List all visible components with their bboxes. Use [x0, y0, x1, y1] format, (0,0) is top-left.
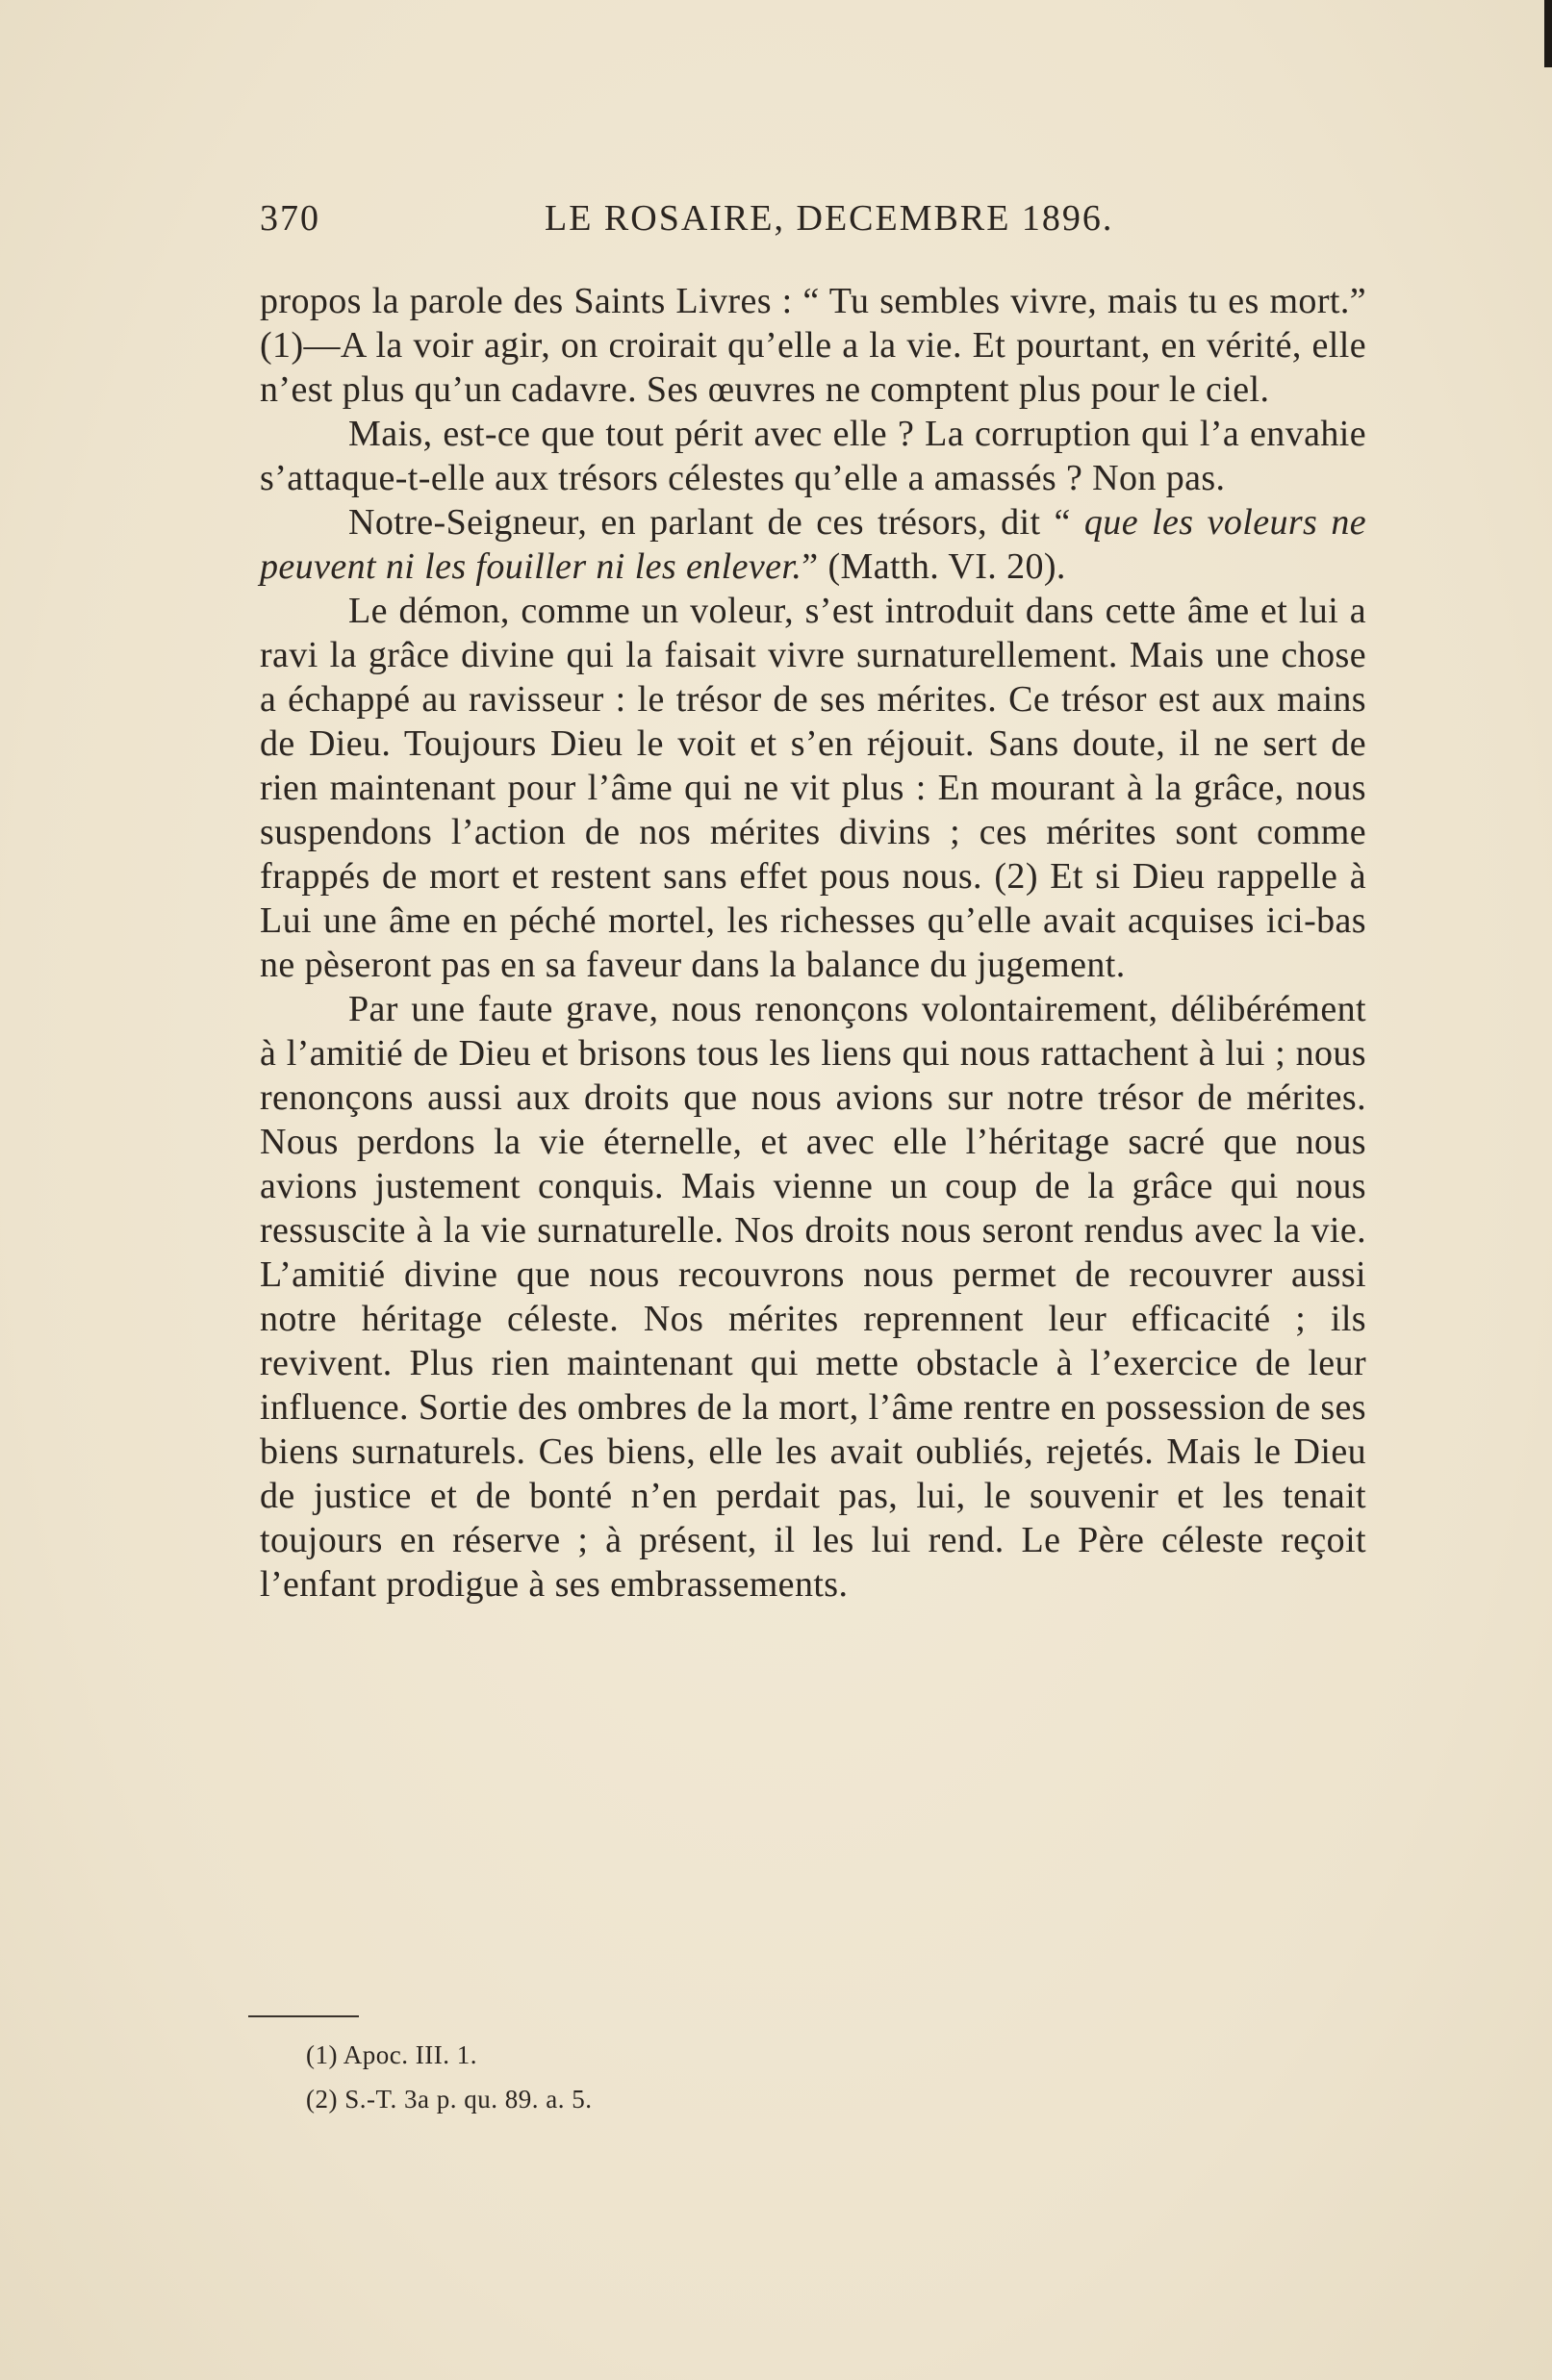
paragraph-1-text: propos la parole des Saints Livres : “ Tu sembles vivre, mais tu es mort.” (1)—A la voir agir, on croirait qu’elle a la vie. Et pourtant, en vérité, elle n’est plus qu’un cadavre. Ses œuvres ne comptent plus pour le ciel.	[260, 281, 1366, 410]
page-number: 370	[260, 198, 320, 239]
footnote-2: (2) S.-T. 3a p. qu. 89. a. 5.	[306, 2085, 593, 2114]
body-text	[260, 279, 1366, 1607]
scan-edge-mark	[1544, 0, 1552, 67]
paragraph-4	[260, 589, 1366, 987]
paragraph-2	[260, 412, 1366, 500]
footnote-1: (1) Apoc. III. 1.	[306, 2040, 477, 2069]
footnotes	[306, 2033, 592, 2121]
paragraph-1	[260, 279, 1366, 412]
paragraph-3	[260, 500, 1366, 589]
footnote-divider	[248, 2015, 359, 2017]
page-header	[260, 197, 1376, 255]
paragraph-3-text-start: Notre-Seigneur, en parlant de ces trésors, dit “	[348, 502, 1084, 543]
paragraph-5	[260, 987, 1366, 1607]
paragraph-4-text: Le démon, comme un voleur, s’est introduit dans cette âme et lui a ravi la grâce divine qui la faisait vivre surnaturellement. Mais une chose a échappé au ravisseur : le trésor de ses mérites. Ce trésor est aux mains de Dieu. Toujours Dieu le voit et s’en réjouit. Sans doute, il ne sert de rien maintenant pour l’âme qui ne vit plus : En mourant à la grâce, nous suspendons l’action de nos mérites divins ; ces mérites sont comme frappés de mort et restent sans effet pous nous. (2) Et si Dieu rappelle à Lui une âme en péché mortel, les richesses qu’elle avait acquises ici-bas ne pèseront pas en sa faveur dans la balance du jugement.	[260, 591, 1366, 985]
paragraph-3-text-end: ” (Matth. VI. 20).	[801, 546, 1066, 587]
gospel-quote: que les voleurs ne peuvent ni les fouiller ni les enlever.	[260, 502, 1366, 587]
running-title: LE ROSAIRE, DECEMBRE 1896.	[545, 198, 1114, 239]
paragraph-2-text: Mais, est-ce que tout périt avec elle ? La corruption qui l’a envahie s’attaque-t-elle aux trésors célestes qu’elle a amassés ? Non pas.	[260, 414, 1366, 498]
paragraph-5-text: Par une faute grave, nous renonçons volontairement, délibérément à l’amitié de Dieu et brisons tous les liens qui nous rattachent à lui ; nous renonçons aussi aux droits que nous avions sur notre trésor de mérites. Nous perdons la vie éternelle, et avec elle l’héritage sacré que nous avions justement conquis. Mais vienne un coup de la grâce qui nous ressuscite à la vie surnaturelle. Nos droits nous seront rendus avec la vie. L’amitié divine que nous recouvrons nous permet de recouvrer aussi notre héritage céleste. Nos mérites reprennent leur efficacité ; ils revivent. Plus rien maintenant qui mette obstacle à l’exercice de leur influence. Sortie des ombres de la mort, l’âme rentre en possession de ses biens surnaturels. Ces biens, elle les avait oubliés, rejetés. Mais le Dieu de justice et de bonté n’en perdait pas, lui, le souvenir et les tenait toujours en réserve ; à présent, il les lui rend. Le Père céleste reçoit l’enfant prodigue à ses embrassements.	[260, 989, 1366, 1605]
